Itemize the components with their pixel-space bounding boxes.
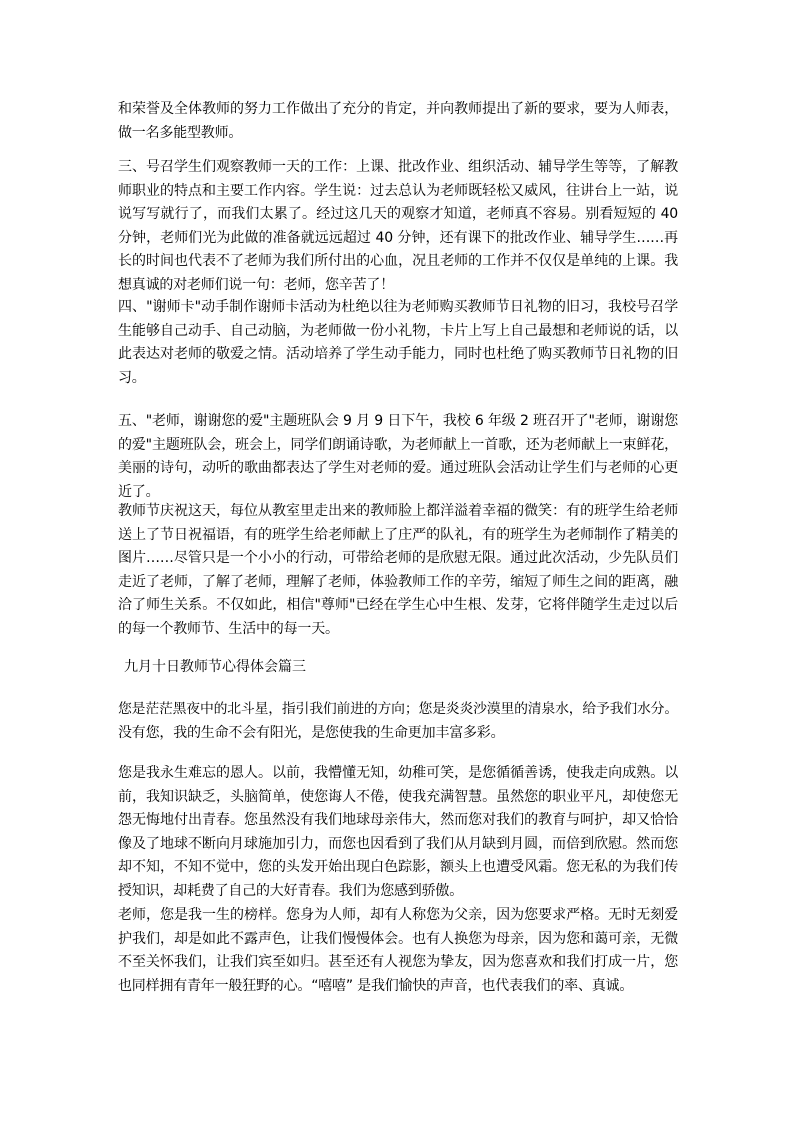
text-line: 送上了节日祝福语，有的班学生给老师献上了庄严的队礼，有的班学生为老师制作了精美的 bbox=[118, 526, 678, 543]
text-line: 美丽的诗句，动听的歌曲都表达了学生对老师的爱。通过班队会活动让学生们与老师的心更 bbox=[118, 460, 678, 476]
text-line: 没有您，我的生命不会有阳光，是您使我的生命更加丰富多彩。 bbox=[118, 724, 505, 741]
paragraph bbox=[118, 410, 678, 504]
text-line: 三、号召学生们观察教师一天的工作：上课、批改作业、组织活动、辅导学生等等，了解教 bbox=[118, 159, 678, 175]
text-line: 习。 bbox=[118, 369, 146, 386]
text-line: 洽了师生关系。不仅如此，相信"尊师"已经在学生心中生根、发芽，它将伴随学生走过以后 bbox=[118, 597, 678, 613]
text-line: 走近了老师，了解了老师，理解了老师，体验教师工作的辛劳，缩短了师生之间的距离，融 bbox=[118, 573, 678, 590]
text-line: 分钟，老师们光为此做的准备就远远超过 40 分钟，还有课下的批改作业、辅导学生……再 bbox=[118, 229, 678, 246]
text-line: 教师节庆祝这天，每位从教室里走出来的教师脸上都洋溢着幸福的微笑：有的班学生给老师 bbox=[118, 503, 678, 519]
text-line: 生能够自己动手、自己动脑，为老师做一份小礼物，卡片上写上自己最想和老师说的话，以 bbox=[118, 322, 678, 339]
text-line: 的每一个教师节、生活中的每一天。 bbox=[118, 620, 339, 637]
text-line: 长的时间也代表不了老师为我们所付出的心血，况且老师的工作并不仅仅是单纯的上课。我 bbox=[118, 253, 678, 269]
text-line: 四、"谢师卡"动手制作谢师卡活动为杜绝以往为老师购买教师节日礼物的旧习，我校号召学 bbox=[118, 299, 678, 315]
paragraph bbox=[118, 296, 678, 390]
text-line: 护我们，却是如此不露声色，让我们慢慢体会。也有人换您为母亲，因为您和蔼可亲，无微 bbox=[118, 930, 678, 947]
text-line: 说写写就行了，而我们太累了。经过这几天的观察才知道，老师真不容易。别看短短的 40 bbox=[118, 206, 678, 222]
text-line: 授知识，却耗费了自己的大好青春。我们为您感到骄傲。 bbox=[118, 882, 463, 899]
text-line: 师职业的特点和主要工作内容。学生说：过去总认为老师既轻松又威风，往讲台上一站，说 bbox=[118, 182, 678, 199]
text-line: 您是我永生难忘的恩人。以前，我懵懂无知，幼稚可笑，是您循循善诱，使我走向成熟。以 bbox=[118, 765, 678, 781]
text-line: 却不知，不知不觉中，您的头发开始出现白色踪影，额头上也遭受风霜。您无私的为我们传 bbox=[118, 859, 678, 875]
text-line: 像及了地球不断向月球施加引力，而您也因看到了我们从月缺到月圆，而倍到欣慰。然而您 bbox=[118, 835, 678, 852]
text-line: 和荣誉及全体教师的努力工作做出了充分的肯定，并向教师提出了新的要求，要为人师表， bbox=[118, 101, 678, 117]
text-line: 的爱"主题班队会，班会上，同学们朗诵诗歌，为老师献上一首歌，还为老师献上一束鲜花， bbox=[118, 436, 678, 453]
paragraph bbox=[118, 156, 678, 297]
paragraph bbox=[118, 762, 678, 903]
paragraph bbox=[118, 98, 678, 145]
paragraph bbox=[118, 500, 678, 641]
text-line: 怨无悔地付出青春。您虽然没有我们地球母亲伟大，然而您对我们的教育与呵护，却又恰恰 bbox=[118, 812, 678, 828]
paragraph bbox=[118, 698, 678, 745]
paragraph bbox=[118, 904, 678, 998]
text-line: 图片……尽管只是一个小小的行动，可带给老师的是欣慰无限。通过此次活动，少先队员们 bbox=[118, 550, 678, 566]
text-line: 不至关怀我们，让我们宾至如归。甚至还有人视您为挚友，因为您喜欢和我们打成一片，您 bbox=[118, 954, 678, 970]
text-line: 想真诚的对老师们说一句：老师，您辛苦了！ bbox=[118, 276, 394, 293]
text-line: 老师，您是我一生的榜样。您身为人师，却有人称您为父亲，因为您要求严格。无时无刻爱 bbox=[118, 907, 678, 923]
text-line: 您是茫茫黑夜中的北斗星，指引我们前进的方向；您是炎炎沙漠里的清泉水，给予我们水分。 bbox=[118, 701, 678, 717]
text-line: 也同样拥有青年一般狂野的心。“嘻嘻” 是我们愉快的声音，也代表我们的率、真诚。 bbox=[118, 977, 634, 994]
section-heading: 九月十日教师节心得体会篇三 bbox=[124, 659, 306, 675]
text-line: 此表达对老师的敬爱之情。活动培养了学生动手能力，同时也杜绝了购买教师节日礼物的旧 bbox=[118, 346, 678, 362]
text-line: 做一名多能型教师。 bbox=[118, 124, 243, 141]
text-line: 近了。 bbox=[118, 483, 160, 500]
text-line: 五、"老师，谢谢您的爱"主题班队会 9 月 9 日下午，我校 6 年级 2 班召开了"老师，谢谢您 bbox=[118, 413, 678, 429]
text-line: 前，我知识缺乏，头脑简单，使您诲人不倦，使我充满智慧。虽然您的职业平凡，却使您无 bbox=[118, 788, 678, 805]
